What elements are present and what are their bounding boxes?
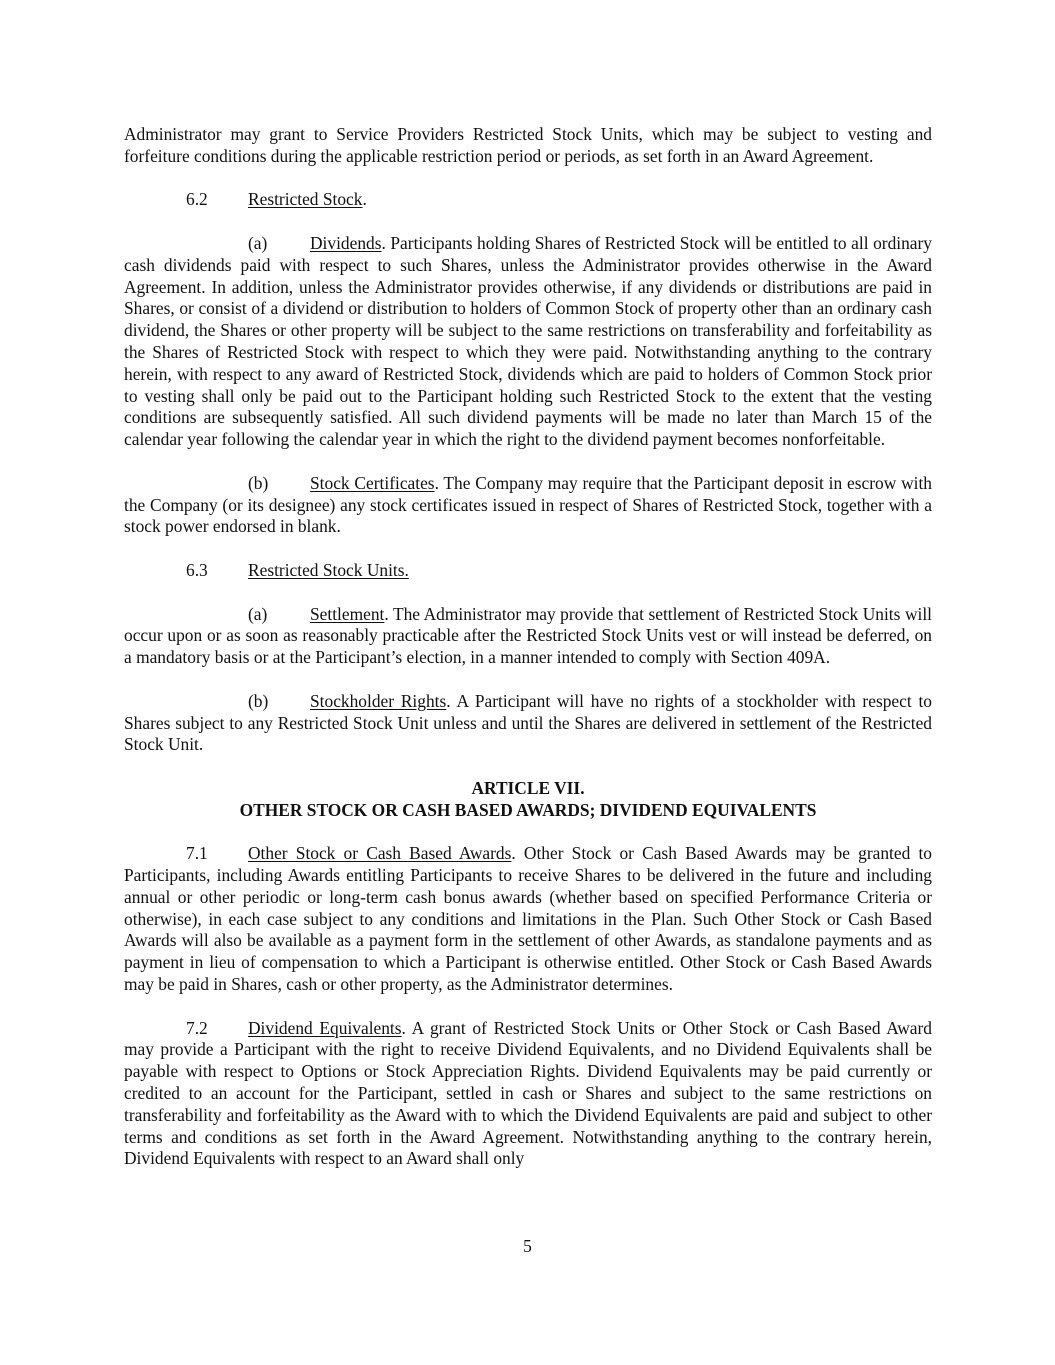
subsection-title: Dividends: [310, 232, 382, 253]
section-text: . A grant of Restricted Stock Units or Other Stock or Cash Based Award may provide a Participant with the right to receive Dividend Equivalents, and no Dividend Equivalents shall be payable with respect to Options or Stock Appreciation Rights. Dividend Equivalents may be paid currently or credited to an account for the Participant, settled in cash or Shares and subject to the same restrictions on transferability and forfeitability as the Award with to which the Dividend Equivalents are paid and subject to other terms and conditions as set forth in the Award Agreement. Notwithstanding anything to the contrary herein, Dividend Equivalents with respect to an Award shall only: [124, 1017, 932, 1169]
subsection-text: . The Administrator may provide that settlement of Restricted Stock Units will occur upon or as soon as reasonably practicable after the Restricted Stock Units vest or will instead be deferred, on a mandatory basis or at the Participant’s election, in a manner intended to comply with Section 409A.: [124, 603, 932, 668]
subsection-text: . The Company may require that the Participant deposit in escrow with the Company (or its designee) any stock certificates issued in respect of Shares of Restricted Stock, together with a stock power endorsed in blank.: [124, 472, 932, 537]
subsection-text: . A Participant will have no rights of a stockholder with respect to Shares subject to any Restricted Stock Unit unless and until the Shares are delivered in settlement of the Restricted Stock Unit.: [124, 690, 932, 755]
section-title: Other Stock or Cash Based Awards: [248, 843, 512, 864]
section-title: Restricted Stock Units.: [248, 559, 409, 580]
section-number: 6.2: [186, 189, 208, 210]
page-number: 5: [523, 1236, 532, 1256]
section-7-1-paragraph: [124, 843, 932, 996]
article-subtitle: OTHER STOCK OR CASH BASED AWARDS; DIVIDEND EQUIVALENTS: [239, 799, 817, 820]
section-6-3-heading: [124, 560, 932, 582]
subsection-label: (a): [248, 232, 268, 253]
document-page: [124, 124, 932, 1170]
section-7-2-paragraph: [124, 1018, 932, 1171]
subsection-label: (a): [248, 603, 268, 624]
section-6-3-b-paragraph: [124, 691, 932, 756]
article-7-heading: [124, 778, 932, 822]
subsection-title: Settlement: [310, 603, 385, 624]
section-title: Dividend Equivalents: [248, 1017, 402, 1038]
subsection-title: Stockholder Rights: [310, 690, 447, 711]
intro-paragraph: Administrator may grant to Service Providers Restricted Stock Units, which may be subject to vesting and forfeiture conditions during the applicable restriction period or periods, as set forth in an Award Agreement.: [124, 124, 932, 166]
subsection-label: (b): [248, 690, 269, 711]
section-number: 7.2: [186, 1017, 208, 1038]
section-6-2-a-paragraph: [124, 233, 932, 451]
section-title: Restricted Stock: [248, 189, 363, 210]
section-number: 7.1: [186, 843, 208, 864]
section-6-2-heading: [124, 189, 932, 211]
section-6-3-a-paragraph: [124, 604, 932, 669]
subsection-title: Stock Certificates: [310, 472, 435, 493]
section-number: 6.3: [186, 559, 208, 580]
subsection-text: . Participants holding Shares of Restricted Stock will be entitled to all ordinary cash dividends paid with respect to such Shares, unless the Administrator provides otherwise in the Award Agreement. In addition, unless the Administrator provides otherwise, if any dividends or distributions are paid in Shares, or consist of a dividend or distribution to holders of Common Stock of property other than an ordinary cash dividend, the Shares or other property will be subject to the same restrictions on transferability and forfeitability as the Shares of Restricted Stock with respect to which they were paid. Notwithstanding anything to the contrary herein, with respect to any award of Restricted Stock, dividends which are paid to holders of Common Stock prior to vesting shall only be paid out to the Participant holding such Restricted Stock to the extent that the vesting conditions are subsequently satisfied. All such dividend payments will be made no later than March 15 of the calendar year following the calendar year in which the right to the dividend payment becomes nonforfeitable.: [124, 232, 932, 450]
subsection-label: (b): [248, 472, 269, 493]
section-6-2-b-paragraph: [124, 473, 932, 538]
section-text: . Other Stock or Cash Based Awards may be granted to Participants, including Awards entitling Participants to receive Shares to be delivered in the future and including annual or other periodic or long-term cash bonus awards (whether based on specified Performance Criteria or otherwise), in each case subject to any conditions and limitations in the Plan. Such Other Stock or Cash Based Awards will also be available as a payment form in the settlement of other Awards, as standalone payments and as payment in lieu of compensation to which a Participant is otherwise entitled. Other Stock or Cash Based Awards may be paid in Shares, cash or other property, as the Administrator determines.: [124, 843, 932, 995]
article-title: ARTICLE VII.: [471, 777, 585, 798]
section-title-suffix: .: [362, 189, 367, 210]
